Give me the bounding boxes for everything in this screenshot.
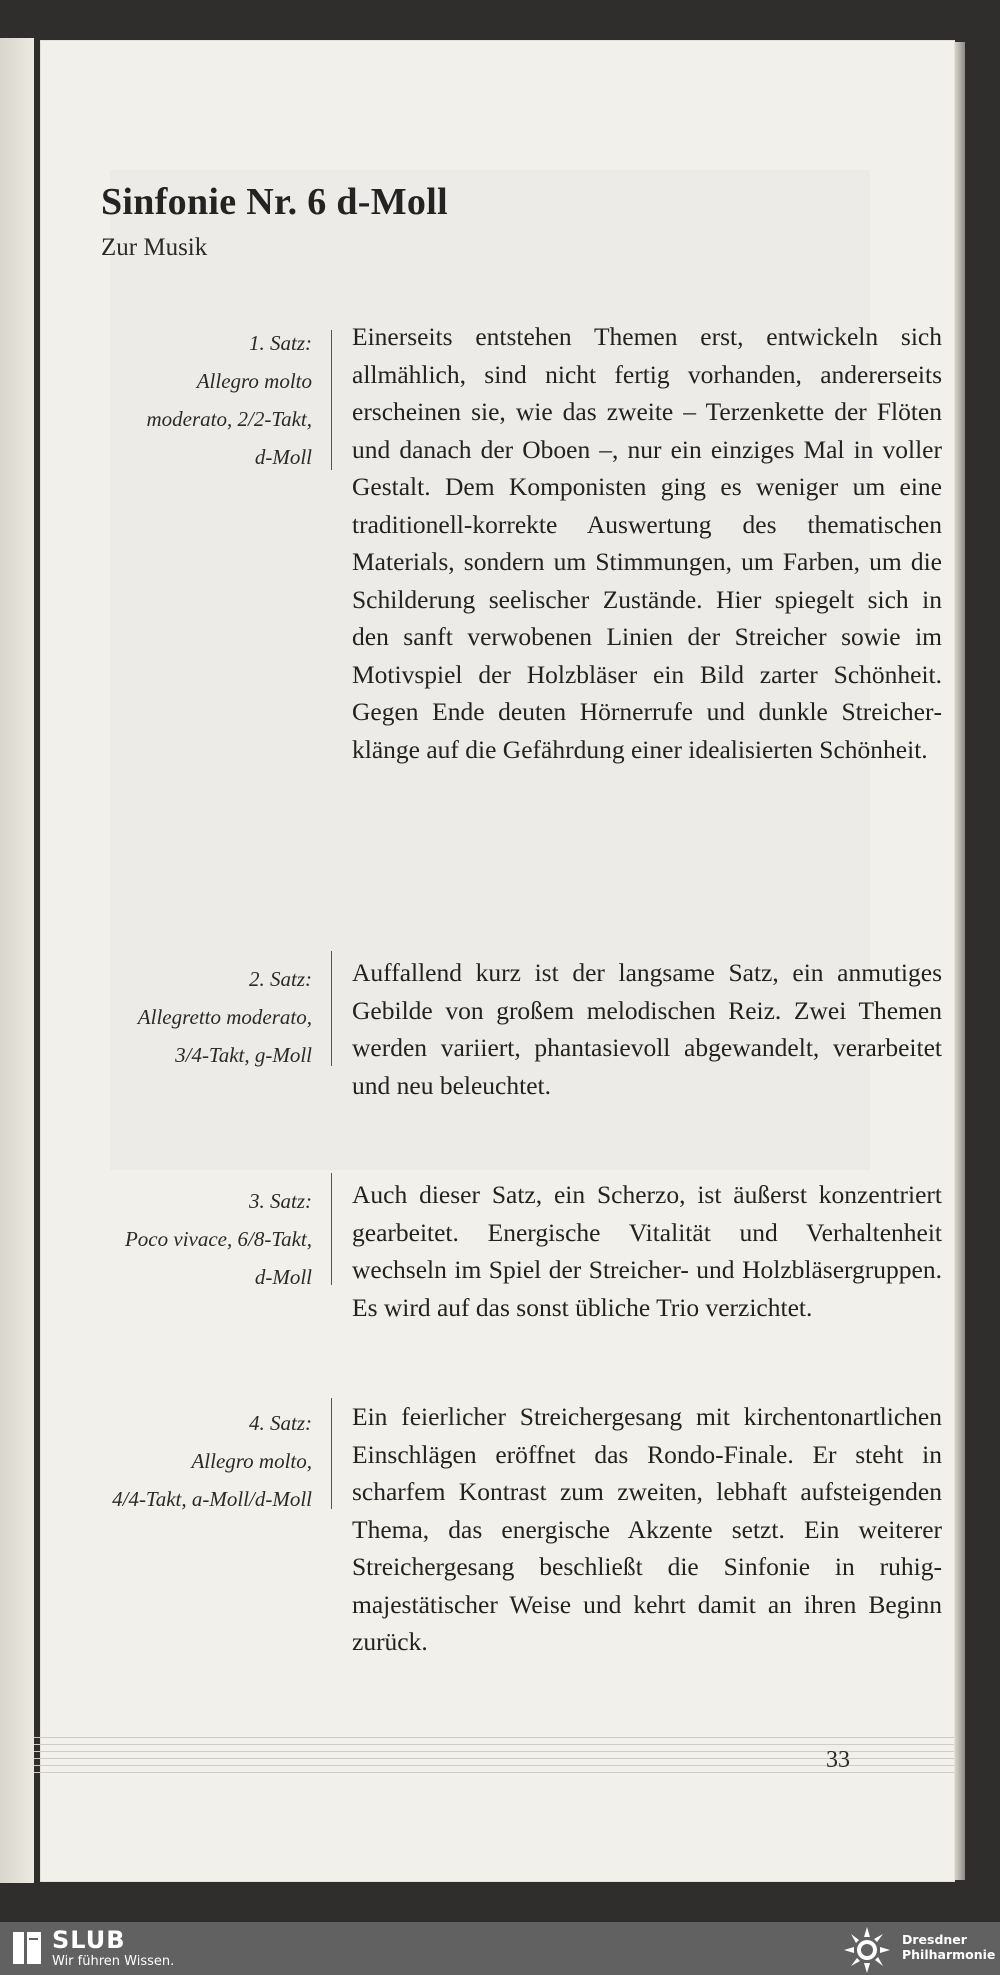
movement-description: Ein feierlicher Streichergesang mit kirchentonartlichen Einschlägen eröffnet das Rondo-Finale. Er steht in scharfem Kontrast zum zweiten, lebhaft aufsteigenden Thema, das energische Akzente setzt. Ein weiterer Streichergesang beschließt die Sinfonie in ruhig-majestätischer Weise und kehrt damit an ihren Beginn zurück. <box>352 1402 942 1656</box>
movement-sidebar <box>90 1404 312 1518</box>
decorative-rules <box>34 1737 954 1783</box>
philharmonie-logo-text[interactable] <box>902 1932 995 1962</box>
movement-label: 4. Satz: <box>249 1411 312 1435</box>
movement-description: Einerseits entstehen Themen erst, entwickeln sich allmählich, sind nicht fertig vorhanden, andererseits erscheinen sie, wie das zweite – Terzenkette der Flöten und danach der Oboen –, nur ein einziges Mal in voller Gestalt. Dem Komponisten ging es weniger um eine traditionell-korrekte Auswertung des thematischen Materials, sondern um Stimmungen, um Farben, um die Schilderung seelischer Zustände. Hier spiegelt sich in den sanft verwobenen Linien der Streicher sowie im Motivspiel der Holzbläser ein Bild zarter Schönheit. Gegen Ende deuten Hörnerrufe und dunkle Streicherklänge auf die Gefährdung einer idealisierten Schönheit. <box>352 322 942 764</box>
movement-key: d-Moll <box>254 1265 312 1289</box>
movement-label: 3. Satz: <box>249 1189 312 1213</box>
sidebar-divider <box>331 1173 332 1285</box>
title-block <box>101 180 701 262</box>
page-number: 33 <box>826 1747 850 1773</box>
page-title: Sinfonie Nr. 6 d-Moll <box>101 181 448 223</box>
movement-tempo-meter: Poco vivace, 6/8-Takt, <box>124 1227 312 1251</box>
philharmonie-sun-icon[interactable] <box>842 1925 892 1975</box>
movement-label: 1. Satz: <box>249 331 312 355</box>
movement-tempo: Allegretto moderato, <box>137 1005 312 1029</box>
slub-tagline: Wir führen Wissen. <box>52 1954 175 1969</box>
movement-meter: moderato, 2/2-Takt, <box>146 407 312 431</box>
movement-tempo: Allegro molto <box>196 369 312 393</box>
footer-bar <box>0 1922 1000 1975</box>
page-subtitle: Zur Musik <box>101 234 208 261</box>
slub-book-icon[interactable] <box>12 1930 42 1966</box>
sidebar-divider <box>331 1398 332 1509</box>
movement-sidebar <box>90 1182 312 1296</box>
movement-meter-key: 4/4-Takt, a-Moll/d-Moll <box>112 1487 312 1511</box>
movement-sidebar <box>90 324 312 476</box>
movement-key: d-Moll <box>254 445 312 469</box>
philharmonie-name-line1: Dresdner <box>902 1932 967 1947</box>
page-right-edge <box>955 42 965 1880</box>
previous-page-edge <box>0 38 34 1883</box>
slub-logo-text[interactable]: SLUB <box>52 1926 126 1954</box>
sidebar-divider <box>331 330 332 470</box>
movement-label: 2. Satz: <box>249 967 312 991</box>
movement-meter-key: 3/4-Takt, g-Moll <box>175 1043 312 1067</box>
philharmonie-name-line2: Philharmonie <box>902 1947 996 1962</box>
movement-sidebar <box>90 960 312 1074</box>
sidebar-divider <box>331 951 332 1066</box>
movement-description: Auffallend kurz ist der langsame Satz, ein anmutiges Gebilde von großem melodischen Reiz. Zwei Themen werden variiert, phantasievoll abgewandelt, verarbeitet und neu beleuchtet. <box>352 958 942 1100</box>
movement-description: Auch dieser Satz, ein Scherzo, ist äußerst konzentriert gearbeitet. Energische Vitalität und Verhaltenheit wechseln im Spiel der Streicher- und Holzbläsergruppen. Es wird auf das sonst übliche Trio verzichtet. <box>352 1180 942 1322</box>
movement-tempo: Allegro molto, <box>191 1449 312 1473</box>
